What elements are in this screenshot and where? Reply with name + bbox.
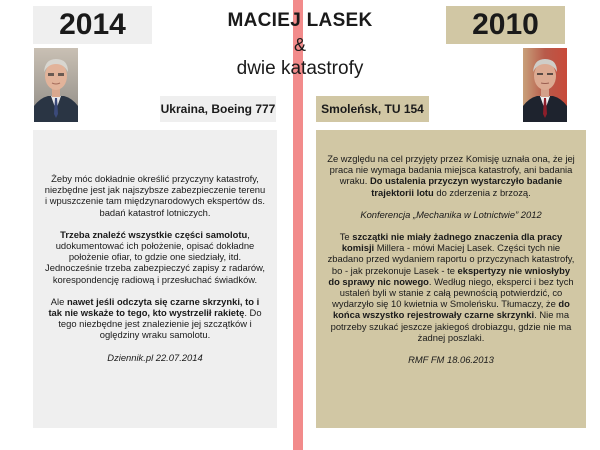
right-p1-rest: do zderzenia z brzozą.	[433, 186, 531, 198]
right-p2-end: . Nie ma potrzeby szukać jeszcze jakiegoś drobiazgu, gdzie nie ma żadnej poszlaki.	[330, 309, 572, 343]
year-2010-label: 2010	[446, 6, 565, 44]
portrait-photo-2010	[523, 48, 567, 122]
portrait-icon	[523, 48, 567, 122]
right-p2-bold2: ekspertyzy nie wniosłyby do sprawy nic nowego	[328, 264, 571, 287]
left-p3-bold: nawet jeśli odczyta się czarne skrzynki, to i tak nie wskaże to tego, kto wystrzelił rakietę	[48, 295, 260, 319]
page-subtitle: dwie katastrofy	[236, 58, 364, 79]
left-p3-rest: . Do tego niezbędne jest znalezienie jej szczątków i oględziny wraku samolotu.	[58, 307, 262, 341]
left-p3-start: Ale	[50, 295, 67, 307]
caption-ukraine-boeing: Ukraina, Boeing 777	[160, 96, 276, 122]
left-p2-rest: , udokumentować ich położenie, opisać dokładne położenie ofiar, to gdzie one siedziały, itd. Jednocześnie trzeba zabezpieczyć zapisy z radarów, korespondencję radiową i przesłuchać świadków.	[45, 228, 265, 285]
right-p1-bold: Do ustalenia przyczyn wystarczyło badanie trajektorii lotu	[369, 175, 563, 198]
left-paragraph-2	[43, 229, 267, 285]
left-p2-bold: Trzeba znaleźć wszystkie części samolotu	[60, 228, 248, 240]
title-ampersand: &	[293, 35, 306, 55]
right-p2-mid2: . Według niego, eksperci i bez tych ustaleń byli w stanie z całą pewnością potwierdzić, co wydarzyło się 10 kwietnia w Smoleńsku. Tłumaczy, że	[332, 275, 574, 310]
right-p2-bold1: szczątki nie miały żadnego znaczenia dla pracy komisji	[341, 231, 563, 254]
right-quote-panel	[316, 130, 586, 428]
right-p2-mid: Millera - mówi Maciej Lasek. Części tych nie zbadano przed wydaniem raportu o przyczynach katastrofy, bo - jak przekonuje Lasek - te	[327, 242, 575, 276]
right-conference-source: Konferencja „Mechanika w Lotnictwie” 2012	[360, 208, 542, 220]
right-paragraph-2	[326, 231, 576, 343]
right-p2-bold3: do końca wszystko rejestrowały czarne skrzynki	[332, 298, 570, 321]
left-source: Dziennik.pl 22.07.2014	[107, 351, 203, 363]
year-2014-label: 2014	[33, 6, 152, 44]
portrait-photo-2014	[34, 48, 78, 122]
right-paragraph-1	[326, 153, 576, 198]
left-paragraph-3	[43, 296, 267, 341]
right-source: RMF FM 18.06.2013	[408, 354, 494, 366]
left-paragraph-1: Żeby móc dokładnie określić przyczyny katastrofy, niezbędne jest jak najszybsze zabezpieczenie terenu i wpuszczenie tam międzynarodowych ekspertów ds. badań katastrof lotniczych.	[44, 173, 266, 218]
portrait-icon	[34, 48, 78, 122]
left-quote-panel	[33, 130, 277, 428]
caption-smolensk-tu154: Smoleńsk, TU 154	[316, 96, 429, 122]
page-title: MACIEJ LASEK	[227, 10, 373, 31]
right-p2-start: Te	[339, 231, 353, 243]
right-p1-start: Ze względu na cel przyjęty przez Komisję uznała ona, że jej praca nie wymaga badania miejsca katastrofy, ani badania wraku.	[327, 153, 575, 187]
